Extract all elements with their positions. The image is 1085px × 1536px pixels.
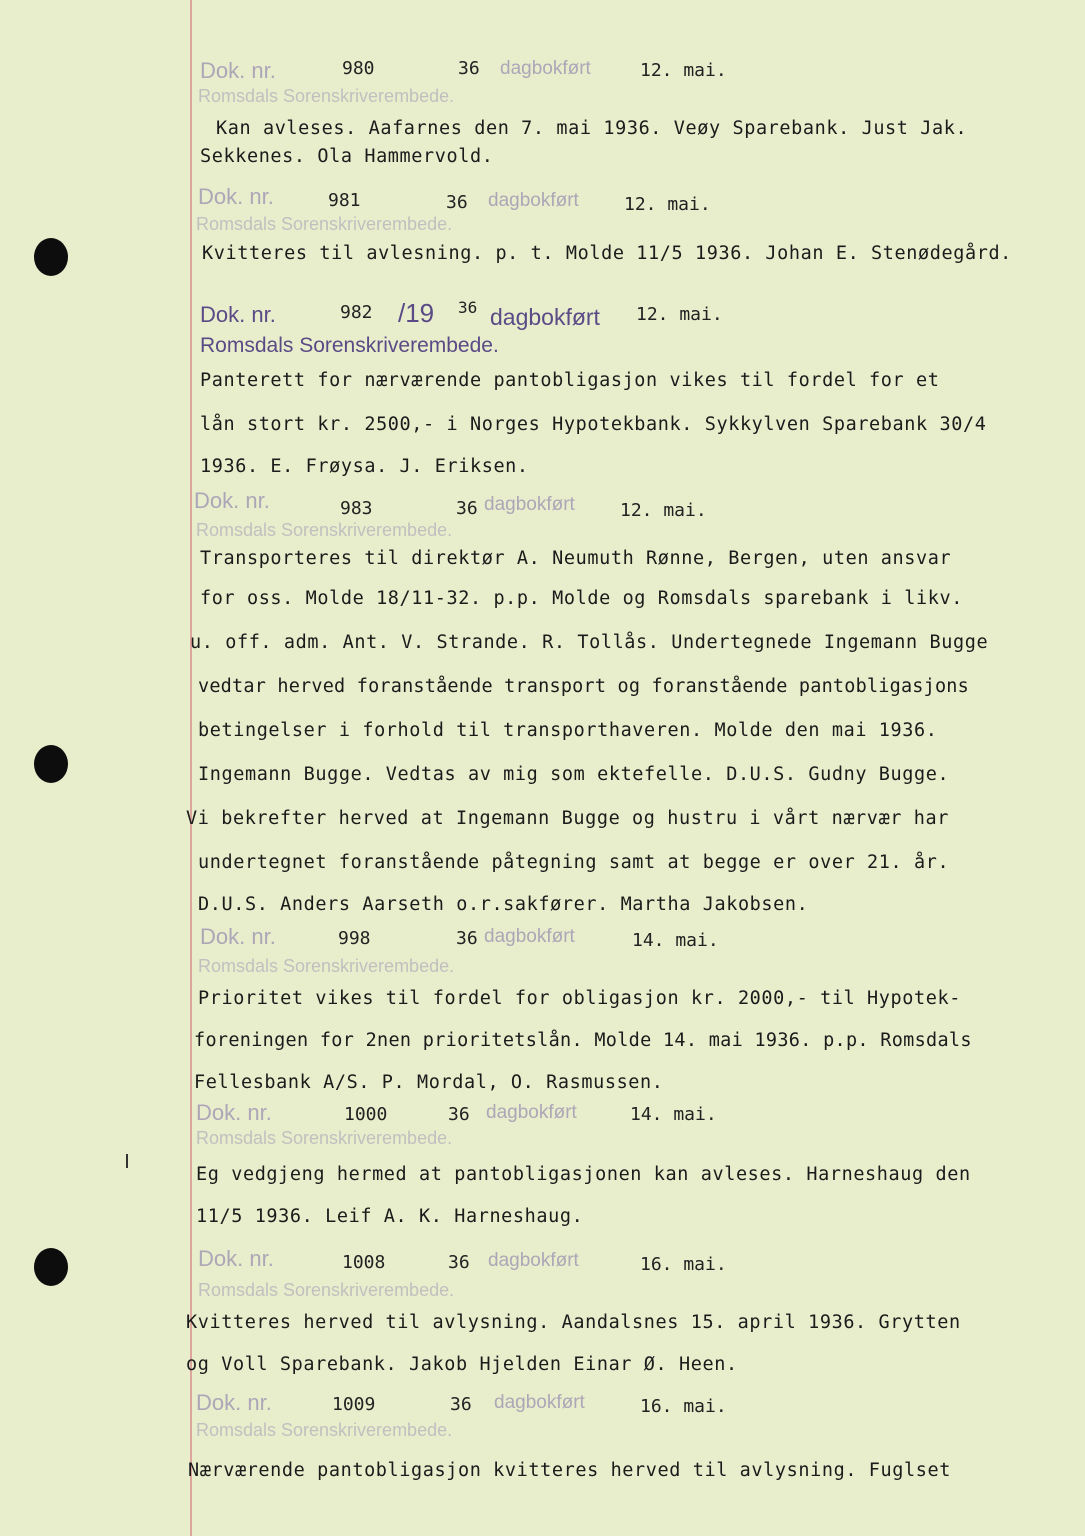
punch-hole	[34, 1248, 68, 1286]
entry-text-line: og Voll Sparebank. Jakob Hjelden Einar Ø. Heen.	[186, 1354, 738, 1375]
year-prefix-stamp	[398, 298, 434, 329]
entry-date: 12. mai.	[636, 304, 723, 325]
entry-text-line: D.U.S. Anders Aarseth o.r.sakfører. Martha Jakobsen.	[198, 894, 809, 915]
entry-text-line: lån stort kr. 2500,- i Norges Hypotekbank. Sykkylven Sparebank 30/4	[200, 414, 987, 435]
dok-nr-stamp	[196, 1100, 272, 1126]
entry-text-line: Eg vedgjeng hermed at pantobligasjonen kan avleses. Harneshaug den	[196, 1164, 971, 1185]
dagbokfort-stamp: dagbokført	[488, 190, 579, 211]
dok-nr-stamp	[198, 184, 274, 210]
entry-text-line: Ingemann Bugge. Vedtas av mig som ektefelle. D.U.S. Gudny Bugge.	[198, 764, 950, 785]
court-stamp: Romsdals Sorenskriverembede.	[198, 956, 455, 976]
margin-mark	[126, 1154, 128, 1168]
dok-nr-stamp	[200, 302, 276, 328]
entry-text-line: betingelser i forhold til transporthaveren. Molde den mai 1936.	[198, 720, 938, 741]
entry-text-line: Panterett for nærværende pantobligasjon vikes til fordel for et	[200, 370, 940, 391]
court-stamp: Romsdals Sorenskriverembede.	[196, 1128, 453, 1148]
entry-text-line: for oss. Molde 18/11-32. p.p. Molde og Romsdals sparebank i likv.	[200, 588, 963, 609]
entry-date: 12. mai.	[620, 500, 707, 521]
dagbokfort-stamp: dagbokført	[486, 1102, 577, 1123]
entry-date: 16. mai.	[640, 1254, 727, 1275]
dok-nr-stamp	[196, 1390, 272, 1416]
court-stamp: Romsdals Sorenskriverembede.	[198, 86, 455, 106]
entry-text-line: u. off. adm. Ant. V. Strande. R. Tollås. Undertegnede Ingemann Bugge	[190, 632, 989, 653]
entry-text-line: Sekkenes. Ola Hammervold.	[200, 146, 494, 167]
stamp-label: Dok. nr.	[200, 924, 276, 949]
dagbokfort-stamp: dagbokført	[484, 494, 575, 515]
entry-year: 36	[448, 1252, 470, 1273]
dagbokfort-stamp: dagbokført	[490, 304, 600, 330]
margin-rule	[190, 0, 192, 1536]
entry-number: 1008	[342, 1252, 386, 1273]
punch-hole	[34, 238, 68, 276]
entry-date: 14. mai.	[632, 930, 719, 951]
dagbokfort-stamp: dagbokført	[500, 58, 591, 79]
entry-text-line: undertegnet foranstående påtegning samt at begge er over 21. år.	[198, 852, 950, 873]
entry-year: 36	[456, 928, 478, 949]
entry-year: 36	[448, 1104, 470, 1125]
court-stamp: Romsdals Sorenskriverembede.	[196, 1420, 453, 1440]
stamp-label: Dok. nr.	[196, 1100, 272, 1125]
court-stamp: Romsdals Sorenskriverembede.	[196, 214, 453, 234]
dagbokfort-stamp: dagbokført	[488, 1250, 579, 1271]
entry-text-line: Fellesbank A/S. P. Mordal, O. Rasmussen.	[194, 1072, 664, 1093]
entry-text-line: Kan avleses. Aafarnes den 7. mai 1936. Veøy Sparebank. Just Jak.	[216, 118, 968, 139]
entry-date: 12. mai.	[640, 60, 727, 81]
year-prefix: /19	[398, 298, 435, 328]
entry-number: 998	[338, 928, 371, 949]
entry-number: 981	[328, 190, 361, 211]
entry-number: 982	[340, 302, 373, 323]
dok-nr-stamp	[194, 488, 270, 514]
entry-year: 36	[458, 298, 478, 317]
entry-text-line: Prioritet vikes til fordel for obligasjon kr. 2000,- til Hypotek-	[198, 988, 961, 1009]
stamp-label: Dok. nr.	[196, 1390, 272, 1415]
entry-text-line: vedtar herved foranstående transport og foranstående pantobligasjons	[198, 676, 969, 697]
court-stamp: Romsdals Sorenskriverembede.	[196, 520, 453, 540]
punch-hole	[34, 745, 68, 783]
stamp-label: Dok. nr.	[194, 488, 270, 513]
entry-text-line: Vi bekrefter herved at Ingemann Bugge og hustru i vårt nærvær har	[186, 808, 949, 829]
entry-year: 36	[450, 1394, 472, 1415]
entry-number: 983	[340, 498, 373, 519]
entry-text-line: Transporteres til direktør A. Neumuth Rønne, Bergen, uten ansvar	[200, 548, 952, 569]
dok-nr-stamp	[200, 924, 276, 950]
entry-date: 14. mai.	[630, 1104, 717, 1125]
entry-text-line: 1936. E. Frøysa. J. Eriksen.	[200, 456, 529, 477]
entry-number: 980	[342, 58, 375, 79]
stamp-label: Dok. nr.	[200, 58, 276, 83]
dagbokfort-stamp: dagbokført	[484, 926, 575, 947]
entry-date: 16. mai.	[640, 1396, 727, 1417]
court-stamp: Romsdals Sorenskriverembede.	[198, 1280, 455, 1300]
entry-date: 12. mai.	[624, 194, 711, 215]
stamp-label: Dok. nr.	[200, 302, 276, 327]
entry-number: 1009	[332, 1394, 376, 1415]
entry-text-line: 11/5 1936. Leif A. K. Harneshaug.	[196, 1206, 584, 1227]
stamp-label: Dok. nr.	[198, 184, 274, 209]
dok-nr-stamp	[200, 58, 276, 84]
dagbokfort-stamp: dagbokført	[494, 1392, 585, 1413]
entry-year: 36	[456, 498, 478, 519]
dok-nr-stamp	[198, 1246, 274, 1272]
entry-text-line: foreningen for 2nen prioritetslån. Molde 14. mai 1936. p.p. Romsdals	[194, 1030, 972, 1051]
stamp-label: Dok. nr.	[198, 1246, 274, 1271]
entry-year: 36	[458, 58, 480, 79]
entry-text-line: Kvitteres herved til avlysning. Aandalsnes 15. april 1936. Grytten	[186, 1312, 961, 1333]
entry-text-line: Kvitteres til avlesning. p. t. Molde 11/5 1936. Johan E. Stenødegård.	[202, 243, 1012, 264]
entry-year: 36	[446, 192, 468, 213]
court-stamp: Romsdals Sorenskriverembede.	[200, 334, 499, 357]
entry-number: 1000	[344, 1104, 388, 1125]
entry-text-line: Nærværende pantobligasjon kvitteres herved til avlysning. Fuglset	[188, 1460, 951, 1481]
